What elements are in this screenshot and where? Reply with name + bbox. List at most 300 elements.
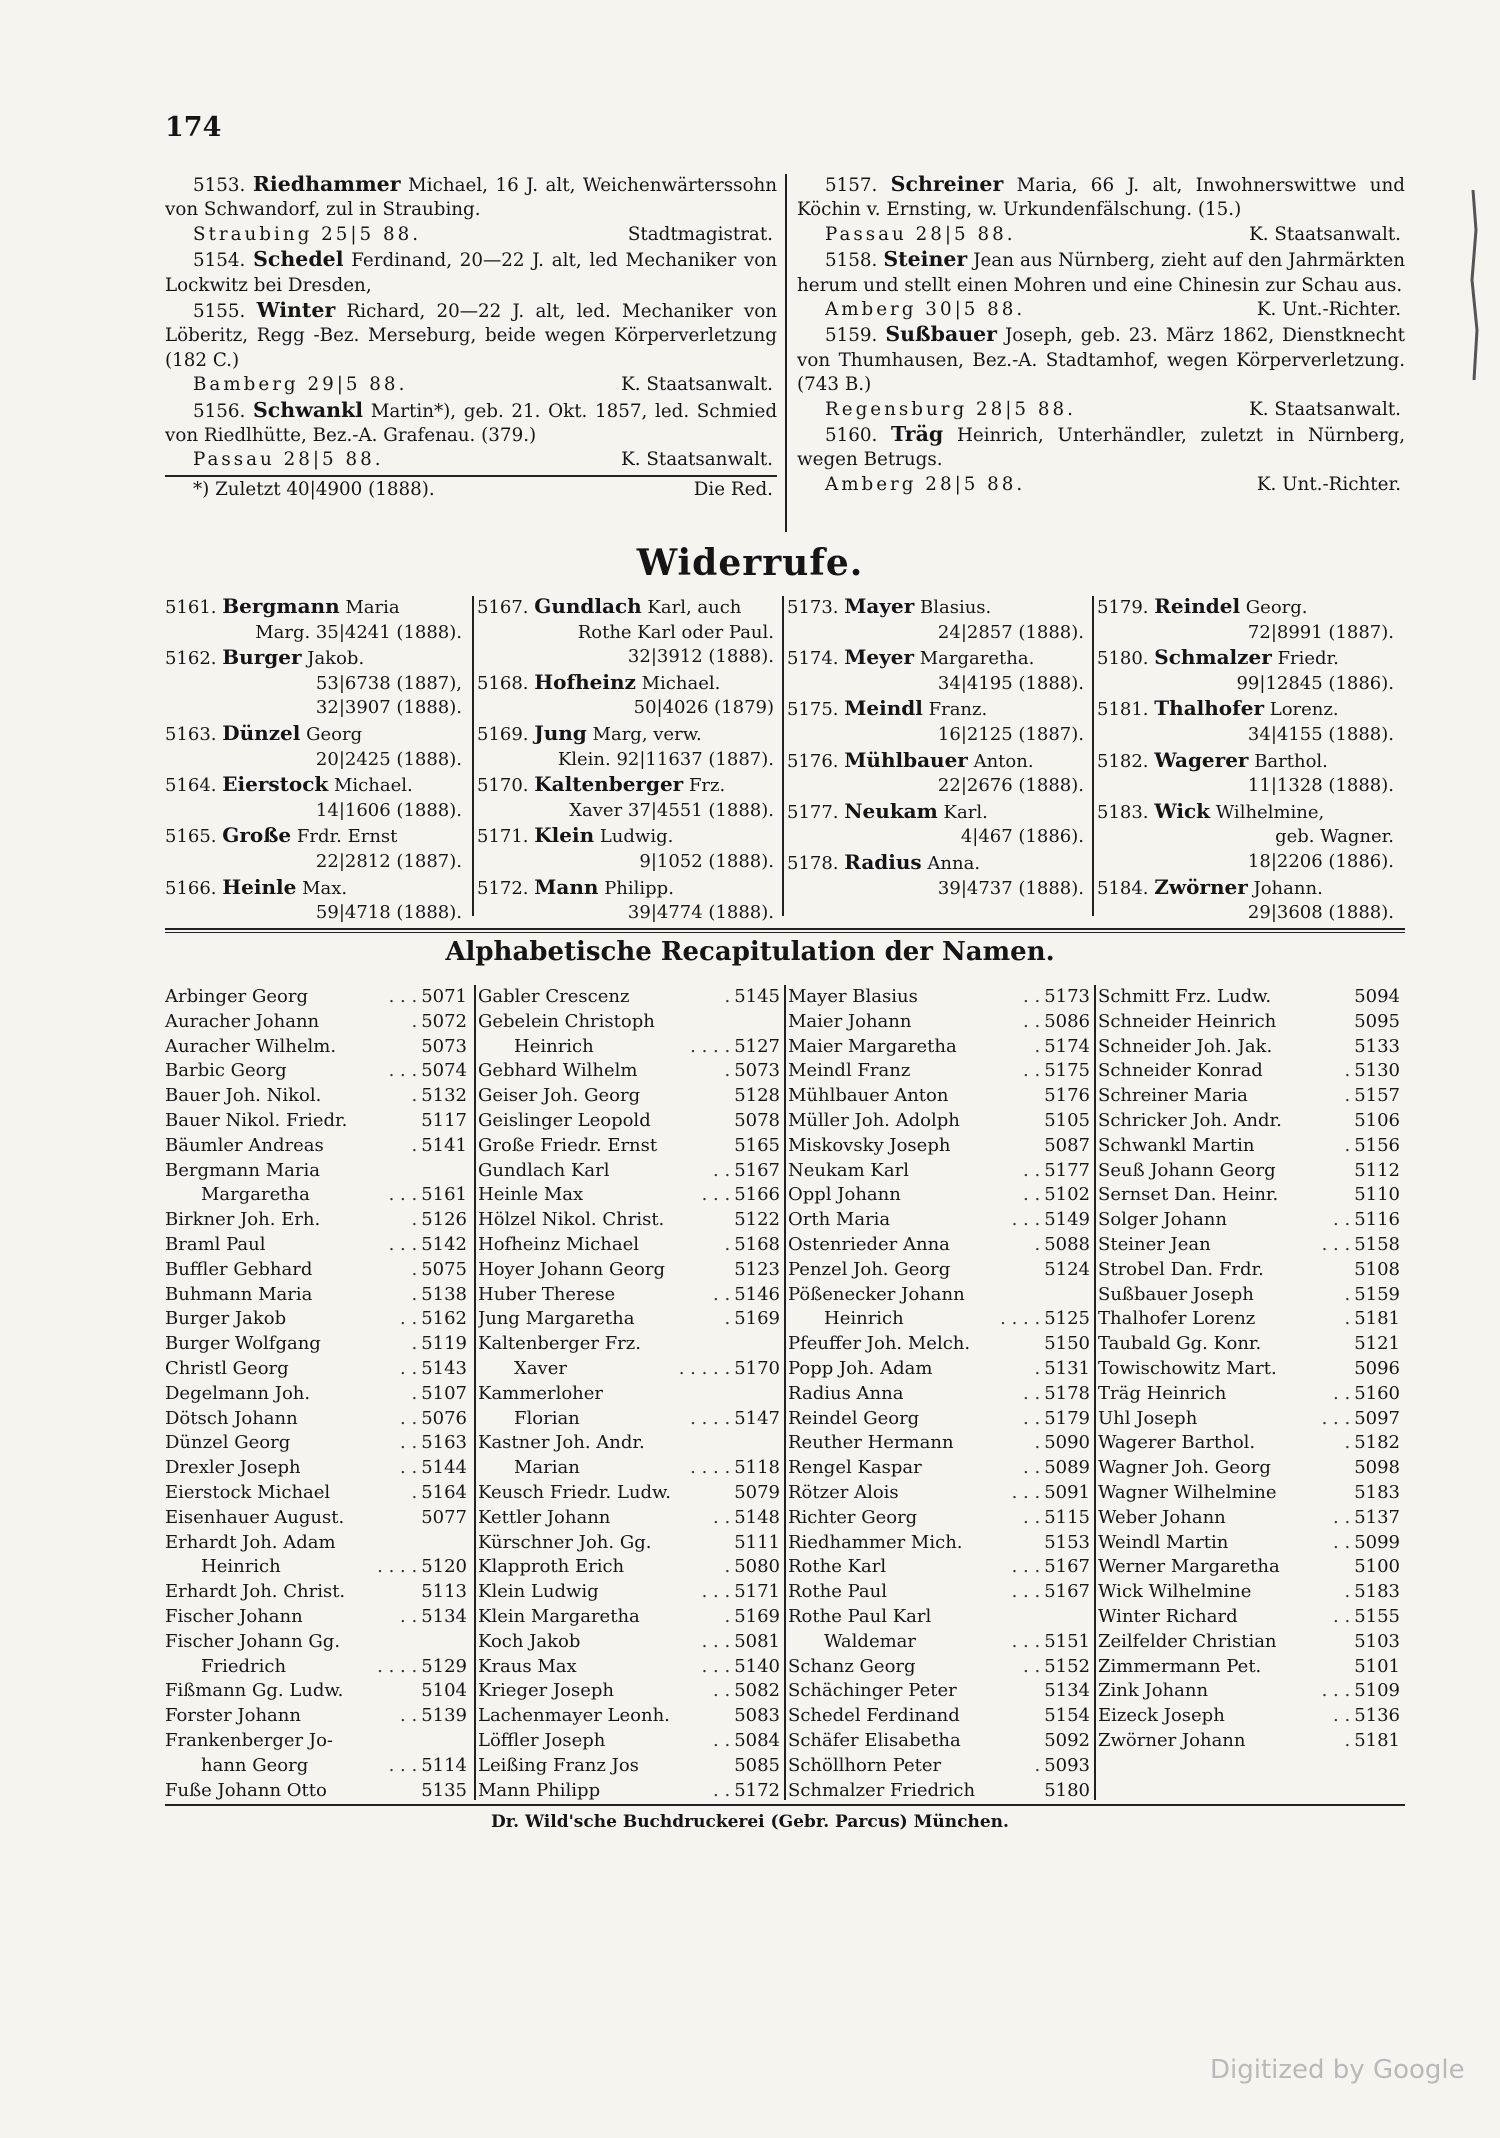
index-leader: . . [400,1457,418,1479]
index-row [478,1307,784,1332]
index-name: Bauer Nikol. Friedr. [165,1109,348,1131]
entry-name: Bergmann [222,594,340,618]
index-number [776,1382,784,1407]
index-row [788,1208,1094,1233]
index-name: Kettler Johann [478,1506,611,1528]
index-name: Winter Richard [1098,1605,1238,1627]
index-number: 5133 [1354,1035,1400,1057]
index-leader: . . [1023,1655,1041,1677]
widerruf-reference: 53|6738 (1887), [315,672,462,694]
index-number: 5092 [1044,1729,1090,1751]
entry-name: Heinle [222,874,297,899]
entry-text: Michael, 16 J. alt, Weichenwärterssohn von Schwandorf, zul in Straubing. [165,175,778,221]
index-row [1098,1580,1404,1605]
footnote-signature: Die Red. [693,478,773,500]
index-row [478,1605,784,1630]
entry-name: Thalhofer [1154,696,1264,721]
index-row [788,1481,1094,1506]
index-leader: . . [400,1308,418,1330]
index-number: 5150 [1044,1333,1090,1355]
entry-name: Hofheinz [534,669,636,694]
index-row [478,1704,784,1729]
origin-place-date: Amberg 30|5 88. [825,299,1026,321]
index-number: 5149 [1044,1209,1090,1231]
widerruf-entry [1097,748,1400,799]
entry-number: 5177. [787,801,839,823]
index-name: Waldemar [824,1630,917,1652]
index-row [1098,1159,1404,1184]
index-row [478,1059,784,1084]
index-number: 5077 [421,1506,467,1528]
index-leader: . [411,1258,418,1280]
index-name: Löffler Joseph [478,1729,606,1751]
index-name: Pfeuffer Joh. Melch. [788,1333,971,1355]
index-row [478,1159,784,1184]
index-leader: . . . [701,1655,731,1677]
index-leader: . . [1023,1010,1041,1032]
index-number [776,1332,784,1357]
index-row [478,1779,784,1804]
widerrufe-column [1097,594,1400,926]
index-name: Solger Johann [1098,1209,1227,1231]
index-row [788,1134,1094,1159]
wanted-notices [165,172,1405,534]
page-number: 174 [165,112,222,143]
widerruf-entry [787,850,1090,901]
index-row [478,1084,784,1109]
entry-name: Sußbauer [885,322,997,347]
index-number: 5109 [1354,1680,1400,1702]
entry-number: 5182. [1097,750,1149,772]
widerruf-reference: 32|3912 (1888). [627,646,774,668]
index-name: Krieger Joseph [478,1680,615,1702]
index-number: 5161 [421,1184,467,1206]
index-name: Erhardt Joh. Christ. [165,1581,346,1603]
index-name: Rothe Karl [788,1556,887,1578]
index-row [788,1382,1094,1407]
entry-origin [165,373,777,397]
index-row [788,1580,1094,1605]
index-name: Fischer Johann [165,1605,303,1627]
entry-number: 5163. [165,723,217,745]
footnote [165,478,777,502]
index-leader: . . . [701,1630,731,1652]
index-leader: . [724,1060,731,1082]
index-name: Eizeck Joseph [1098,1705,1225,1727]
entry-text: Martin*), geb. 21. Okt. 1857, led. Schmied von Riedlhütte, Bez.-A. Grafenau. (379.) [165,400,778,447]
index-number: 5148 [734,1506,780,1528]
index-number: 5085 [734,1754,780,1776]
index-row [788,1084,1094,1109]
widerruf-reference: 22|2812 (1887). [315,850,462,872]
digitized-watermark: Digitized by Google [1210,2055,1465,2085]
widerruf-entry [787,748,1090,799]
index-number: 5162 [421,1308,467,1330]
index-row [478,1357,784,1382]
index-leader: . [1344,1729,1351,1751]
index-number: 5168 [734,1233,780,1255]
index-leader: . . [1333,1531,1351,1553]
index-leader: . [724,1308,731,1330]
index-number: 5165 [734,1134,780,1156]
index-leader: . . . . [690,1035,731,1057]
index-leader: . . [713,1779,731,1801]
widerrufe-column [165,594,468,926]
index-row [165,1655,471,1680]
index-leader: . [1344,1308,1351,1330]
widerruf-entry [787,799,1090,850]
index-row [788,1679,1094,1704]
widerruf-line [787,696,1090,723]
index-row [1098,1407,1404,1432]
widerrufe-title: Widerrufe. [636,542,864,584]
index-number: 5124 [1044,1258,1090,1280]
widerruf-line [787,594,1090,621]
index-row [478,1258,784,1283]
index-row [478,1134,784,1159]
index-leader: . [1344,1581,1351,1603]
index-number: 5125 [1044,1308,1090,1330]
origin-authority: K. Staatsanwalt. [621,374,773,396]
notice-entry [797,322,1405,397]
index-name: Ostenrieder Anna [788,1233,950,1255]
index-name: Buffler Gebhard [165,1258,313,1280]
index-leader: . [1034,1035,1041,1057]
index-name: Wagner Joh. Georg [1098,1457,1271,1479]
index-row [165,1506,471,1531]
index-row [1098,1357,1404,1382]
index-row [788,1258,1094,1283]
index-number: 5166 [734,1184,780,1206]
index-leader: . . [400,1605,418,1627]
index-number: 5118 [734,1457,780,1479]
index-number: 5144 [421,1457,467,1479]
index-name: Müller Joh. Adolph [788,1109,960,1131]
index-row [165,1754,471,1779]
index-name: Wagerer Barthol. [1098,1432,1256,1454]
index-number [776,1431,784,1456]
widerruf-entry [477,823,780,874]
entry-name: Meindl [844,696,923,721]
widerruf-line [165,875,468,902]
widerruf-reference: 11|1328 (1888). [1247,775,1394,797]
index-name: Heinrich [201,1556,281,1578]
entry-number: 5166. [165,877,217,899]
index-number: 5128 [734,1085,780,1107]
index-row [1098,1208,1404,1233]
origin-authority: K. Staatsanwalt. [1249,398,1401,420]
notice-entry [165,398,777,449]
index-name: Kammerloher [478,1382,604,1404]
entry-number: 5179. [1097,597,1149,618]
widerruf-reference: 22|2676 (1888). [937,775,1084,797]
entry-text: Margaretha. [919,648,1035,670]
widerruf-line [477,721,780,748]
index-number: 5181 [1354,1729,1400,1751]
index-name: Maier Johann [788,1010,912,1032]
index-leader: . . [1023,1159,1041,1181]
index-number: 5073 [734,1060,780,1082]
index-name: Gebelein Christoph [478,1010,655,1032]
widerruf-entry [165,875,468,926]
index-leader: . [1034,1357,1041,1379]
index-row [1098,1283,1404,1308]
index-row [1098,1456,1404,1481]
index-row [1098,1059,1404,1084]
index-name: Oppl Johann [788,1184,901,1206]
widerruf-reference: 34|4195 (1888). [937,672,1084,694]
index-number: 5121 [1354,1333,1400,1355]
entry-name: Riedhammer [252,172,401,196]
index-number: 5169 [734,1605,780,1627]
index-number: 5135 [421,1779,467,1801]
index-name: Forster Johann [165,1705,301,1727]
index-leader: . . . [388,1060,418,1082]
entry-number: 5161. [165,597,217,618]
index-number: 5131 [1044,1357,1090,1379]
index-row [165,1233,471,1258]
entry-number: 5184. [1097,877,1149,899]
entry-text: Anna. [927,852,981,874]
entry-number: 5169. [477,723,529,745]
index-name: Eierstock Michael [165,1481,331,1503]
entry-name: Eierstock [222,772,329,797]
index-name: Geislinger Leopold [478,1109,651,1131]
widerruf-entry [477,721,780,772]
index-number: 5136 [1354,1705,1400,1727]
notices-right-column [797,172,1405,497]
index-number: 5088 [1044,1233,1090,1255]
entry-text: Richard, 20—22 J. alt, led. Mechaniker von Löberitz, Regg -Bez. Merseburg, beide wegen Körperverletzung (182 C.) [165,301,778,371]
widerruf-line [477,875,780,902]
index-number: 5147 [734,1407,780,1429]
index-row [165,1159,471,1184]
index-number: 5086 [1044,1010,1090,1032]
index-number: 5160 [1354,1382,1400,1404]
index-column [165,985,471,1803]
index-row [165,1555,471,1580]
index-number: 5177 [1044,1159,1090,1181]
index-row [165,1183,471,1208]
index-row [165,1208,471,1233]
index-name: Orth Maria [788,1209,891,1231]
entry-name: Dünzel [222,720,301,745]
entry-name: Radius [844,849,922,874]
widerruf-reference: 9|1052 (1888). [639,850,774,872]
widerruf-line [787,645,1090,672]
widerruf-entry [1097,645,1400,696]
widerruf-line [1097,645,1400,672]
entry-text: Heinrich, Unterhändler, zuletzt in Nürnberg, wegen Betrugs. [797,425,1406,471]
index-leader: . . [713,1506,731,1528]
index-name: Steiner Jean [1098,1233,1211,1255]
widerruf-line [165,823,468,850]
entry-name: Schedel [253,247,344,272]
widerruf-reference: 20|2425 (1888). [315,748,462,770]
index-name: Auracher Johann [165,1010,320,1032]
index-name: Huber Therese [478,1283,616,1305]
entry-name: Schwankl [253,397,364,422]
index-number: 5181 [1354,1308,1400,1330]
index-name: Heinle Max [478,1184,584,1206]
index-row [788,985,1094,1010]
index-leader: . [724,1605,731,1627]
entry-origin [165,448,777,472]
index-row [478,1456,784,1481]
index-leader: . [1344,1134,1351,1156]
entry-origin [797,473,1405,497]
index-name: Schächinger Peter [788,1680,957,1702]
index-row [788,1506,1094,1531]
index-number: 5103 [1354,1630,1400,1652]
index-name: Schanz Georg [788,1655,916,1677]
index-row [788,1357,1094,1382]
widerruf-entry [1097,875,1400,926]
index-number: 5112 [1354,1159,1400,1181]
index-leader: . . [1333,1705,1351,1727]
widerrufe-column [477,594,780,926]
index-leader: . [411,1382,418,1404]
index-name: Kastner Joh. Andr. [478,1432,645,1454]
index-number: 5167 [734,1159,780,1181]
index-number: 5076 [421,1407,467,1429]
entry-text: Johann. [1253,877,1323,899]
entry-name: Gundlach [534,594,642,618]
index-name: Neukam Karl [788,1159,909,1181]
index-leader: . . [400,1357,418,1379]
index-row [165,1679,471,1704]
index-row [788,1779,1094,1804]
index-name: Bergmann Maria [165,1159,320,1181]
entry-text: Blasius. [919,597,992,618]
index-leader: . [411,1209,418,1231]
widerruf-entry [477,772,780,823]
widerruf-reference: 16|2125 (1887). [937,723,1084,745]
entry-number: 5167. [477,597,529,618]
index-name: Gebhard Wilhelm [478,1060,638,1082]
widerruf-reference: 99|12845 (1886). [1236,672,1394,694]
entry-origin [797,298,1405,322]
notice-entry [797,422,1405,473]
index-leader: . . . [1011,1630,1041,1652]
index-number: 5122 [734,1209,780,1231]
index-number: 5132 [421,1085,467,1107]
index-name: Frankenberger Jo- [165,1729,333,1751]
widerruf-reference: 34|4155 (1888). [1247,723,1394,745]
entry-text: Lorenz. [1269,699,1339,721]
entry-number: 5154. [193,250,246,272]
index-column [478,985,784,1803]
index-row [478,1109,784,1134]
index-name: Schöllhorn Peter [788,1754,942,1776]
widerruf-reference: 72|8991 (1887). [1247,621,1394,643]
index-name: Barbic Georg [165,1060,287,1082]
index-number: 5090 [1044,1432,1090,1454]
index-name: Radius Anna [788,1382,904,1404]
widerruf-reference: 24|2857 (1888). [937,621,1084,643]
index-leader: . . [1333,1209,1351,1231]
entry-number: 5153. [193,175,246,196]
entry-name: Meyer [844,645,915,670]
index-number: 5107 [421,1382,467,1404]
index-row [165,1307,471,1332]
index-row [1098,1630,1404,1655]
index-name: Margaretha [201,1184,310,1206]
index-row [478,1679,784,1704]
index-row [165,1729,471,1754]
index-leader: . . . . [690,1407,731,1429]
index-number: 5139 [421,1705,467,1727]
entry-number: 5162. [165,648,217,670]
entry-name: Schreiner [890,172,1004,196]
entry-number: 5164. [165,775,217,797]
entry-name: Wagerer [1154,747,1249,772]
entry-text: Friedr. [1277,648,1339,670]
index-column [1098,985,1404,1754]
index-name: Wick Wilhelmine [1098,1581,1252,1603]
index-name: Klein Ludwig [478,1581,599,1603]
index-name: Buhmann Maria [165,1283,313,1305]
index-row [788,1431,1094,1456]
index-name: Erhardt Joh. Adam [165,1531,336,1553]
widerruf-entry [787,696,1090,747]
index-row [478,1208,784,1233]
index-row [165,1010,471,1035]
index-number: 5078 [734,1109,780,1131]
index-row [788,1109,1094,1134]
index-name: Schreiner Maria [1098,1085,1248,1107]
index-row [478,1580,784,1605]
column-divider [1092,596,1094,916]
section-rule [165,928,1405,930]
index-leader: . [411,1085,418,1107]
index-name: Xaver [514,1357,567,1379]
index-row [1098,1258,1404,1283]
widerrufe-column [787,594,1090,901]
index-number: 5073 [421,1035,467,1057]
index-name: Fißmann Gg. Ludw. [165,1680,344,1702]
index-name: Kraus Max [478,1655,577,1677]
index-number: 5173 [1044,986,1090,1007]
index-name: Seuß Johann Georg [1098,1159,1276,1181]
index-leader: . . [1023,1060,1041,1082]
index-name: Kaltenberger Frz. [478,1333,641,1355]
index-number: 5095 [1354,1010,1400,1032]
index-name: Braml Paul [165,1233,266,1255]
index-number: 5140 [734,1655,780,1677]
index-row [788,1307,1094,1332]
entry-name: Wick [1154,798,1211,823]
index-name: Mühlbauer Anton [788,1085,949,1107]
index-name: Reuther Hermann [788,1432,954,1454]
index-row [478,1431,784,1456]
index-number [1086,1283,1094,1308]
entry-name: Steiner [883,247,968,272]
index-name: Bauer Joh. Nikol. [165,1085,322,1107]
index-row [788,1407,1094,1432]
widerruf-entry [477,594,780,670]
index-number [463,1531,471,1556]
index-name: Rengel Kaspar [788,1457,922,1479]
index-leader: . [1034,1432,1041,1454]
index-leader: . . [1023,986,1041,1007]
index-number: 5138 [421,1283,467,1305]
index-row [478,985,784,1010]
index-name: Wagner Wilhelmine [1098,1481,1277,1503]
index-name: Schmitt Frz. Ludw. [1098,986,1272,1007]
index-number: 5101 [1354,1655,1400,1677]
index-name: Burger Jakob [165,1308,287,1330]
